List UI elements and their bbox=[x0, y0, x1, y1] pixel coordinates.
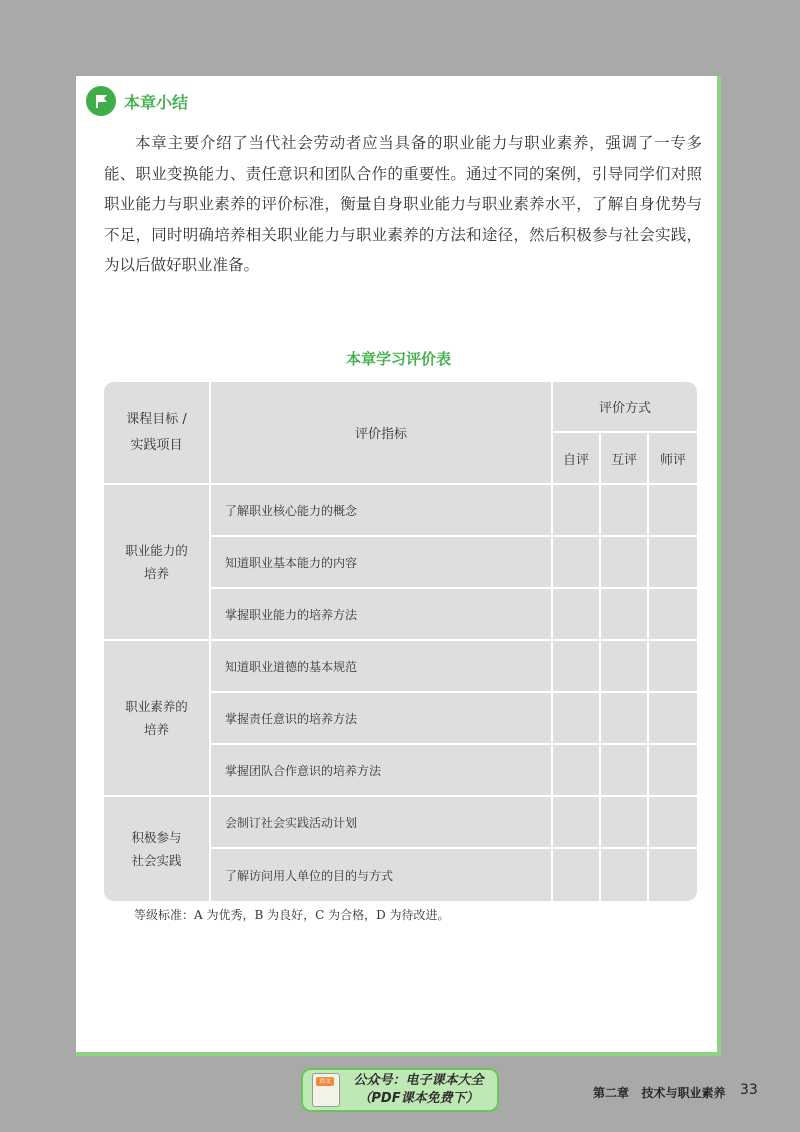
page bbox=[76, 76, 721, 1056]
goal-header bbox=[104, 382, 211, 485]
self-eval-cell[interactable] bbox=[553, 589, 601, 641]
goal-line2: 培养 bbox=[143, 566, 169, 581]
teacher-eval-cell[interactable] bbox=[649, 797, 697, 849]
chapter-footer: 第二章 技术与职业素养 bbox=[593, 1086, 726, 1100]
self-eval-cell[interactable] bbox=[553, 537, 601, 589]
goal-line2: 社会实践 bbox=[131, 853, 182, 868]
peer-eval-cell[interactable] bbox=[601, 485, 649, 537]
self-eval-cell[interactable] bbox=[553, 849, 601, 901]
table-row bbox=[104, 485, 697, 537]
peer-eval-cell[interactable] bbox=[601, 589, 649, 641]
peer-eval-cell[interactable] bbox=[601, 641, 649, 693]
peer-eval-cell[interactable] bbox=[601, 745, 649, 797]
self-eval-header: 自评 bbox=[553, 433, 601, 485]
intro-paragraph: 本章主要介绍了当代社会劳动者应当具备的职业能力与职业素养，强调了一专多能、职业变换能力、责任意识和团队合作的重要性。通过不同的案例，引导同学们对照职业能力与职业素养的评价标准，衡量自身职业能力与职业素养水平，了解自身优势与不足，同时明确培养相关职业能力与职业素养的方法和途径，然后积极参与社会实践，为以后做好职业准备。 bbox=[104, 134, 702, 274]
self-eval-cell[interactable] bbox=[553, 797, 601, 849]
goal-line1: 积极参与 bbox=[131, 830, 182, 845]
flag-icon bbox=[86, 86, 116, 116]
peer-eval-cell[interactable] bbox=[601, 537, 649, 589]
book-icon bbox=[312, 1073, 340, 1107]
indicator-cell: 掌握团队合作意识的培养方法 bbox=[211, 745, 553, 797]
teacher-eval-cell[interactable] bbox=[649, 537, 697, 589]
goal-cell bbox=[104, 641, 211, 797]
teacher-eval-header: 师评 bbox=[649, 433, 697, 485]
badge-text bbox=[340, 1072, 497, 1108]
indicator-cell: 掌握责任意识的培养方法 bbox=[211, 693, 553, 745]
teacher-eval-cell[interactable] bbox=[649, 745, 697, 797]
teacher-eval-cell[interactable] bbox=[649, 485, 697, 537]
peer-eval-cell[interactable] bbox=[601, 797, 649, 849]
goal-line1: 职业素养的 bbox=[125, 699, 188, 714]
grading-footnote: 等级标准：A 为优秀，B 为良好，C 为合格，D 为待改进。 bbox=[134, 908, 450, 922]
goal-line2: 培养 bbox=[143, 722, 169, 737]
teacher-eval-cell[interactable] bbox=[649, 693, 697, 745]
self-eval-cell[interactable] bbox=[553, 693, 601, 745]
section-title: 本章小结 bbox=[124, 92, 189, 112]
indicator-cell: 掌握职业能力的培养方法 bbox=[211, 589, 553, 641]
peer-eval-cell[interactable] bbox=[601, 849, 649, 901]
table-row bbox=[104, 797, 697, 849]
page-number: 33 bbox=[740, 1082, 758, 1098]
teacher-eval-cell[interactable] bbox=[649, 641, 697, 693]
section-header bbox=[86, 86, 188, 116]
badge-line2: （PDF课本免费下） bbox=[358, 1091, 479, 1106]
self-eval-cell[interactable] bbox=[553, 485, 601, 537]
goal-header-line1: 课程目标 / bbox=[126, 411, 187, 427]
teacher-eval-cell[interactable] bbox=[649, 589, 697, 641]
book-icon-label: 语文 bbox=[316, 1077, 334, 1086]
goal-line1: 职业能力的 bbox=[125, 543, 188, 558]
self-eval-cell[interactable] bbox=[553, 641, 601, 693]
peer-eval-header: 互评 bbox=[601, 433, 649, 485]
teacher-eval-cell[interactable] bbox=[649, 849, 697, 901]
watermark-badge bbox=[301, 1068, 499, 1112]
indicator-header: 评价指标 bbox=[211, 382, 553, 485]
indicator-cell: 了解访问用人单位的目的与方式 bbox=[211, 849, 553, 901]
goal-cell bbox=[104, 485, 211, 641]
indicator-cell: 知道职业道德的基本规范 bbox=[211, 641, 553, 693]
peer-eval-cell[interactable] bbox=[601, 693, 649, 745]
badge-line1: 公众号：电子课本大全 bbox=[353, 1073, 484, 1088]
table-row bbox=[104, 641, 697, 693]
indicator-cell: 知道职业基本能力的内容 bbox=[211, 537, 553, 589]
indicator-cell: 了解职业核心能力的概念 bbox=[211, 485, 553, 537]
goal-header-line2: 实践项目 bbox=[130, 437, 183, 453]
method-header: 评价方式 bbox=[553, 382, 697, 433]
goal-cell bbox=[104, 797, 211, 901]
evaluation-table bbox=[104, 382, 697, 901]
indicator-cell: 会制订社会实践活动计划 bbox=[211, 797, 553, 849]
self-eval-cell[interactable] bbox=[553, 745, 601, 797]
table-title: 本章学习评价表 bbox=[345, 350, 451, 368]
